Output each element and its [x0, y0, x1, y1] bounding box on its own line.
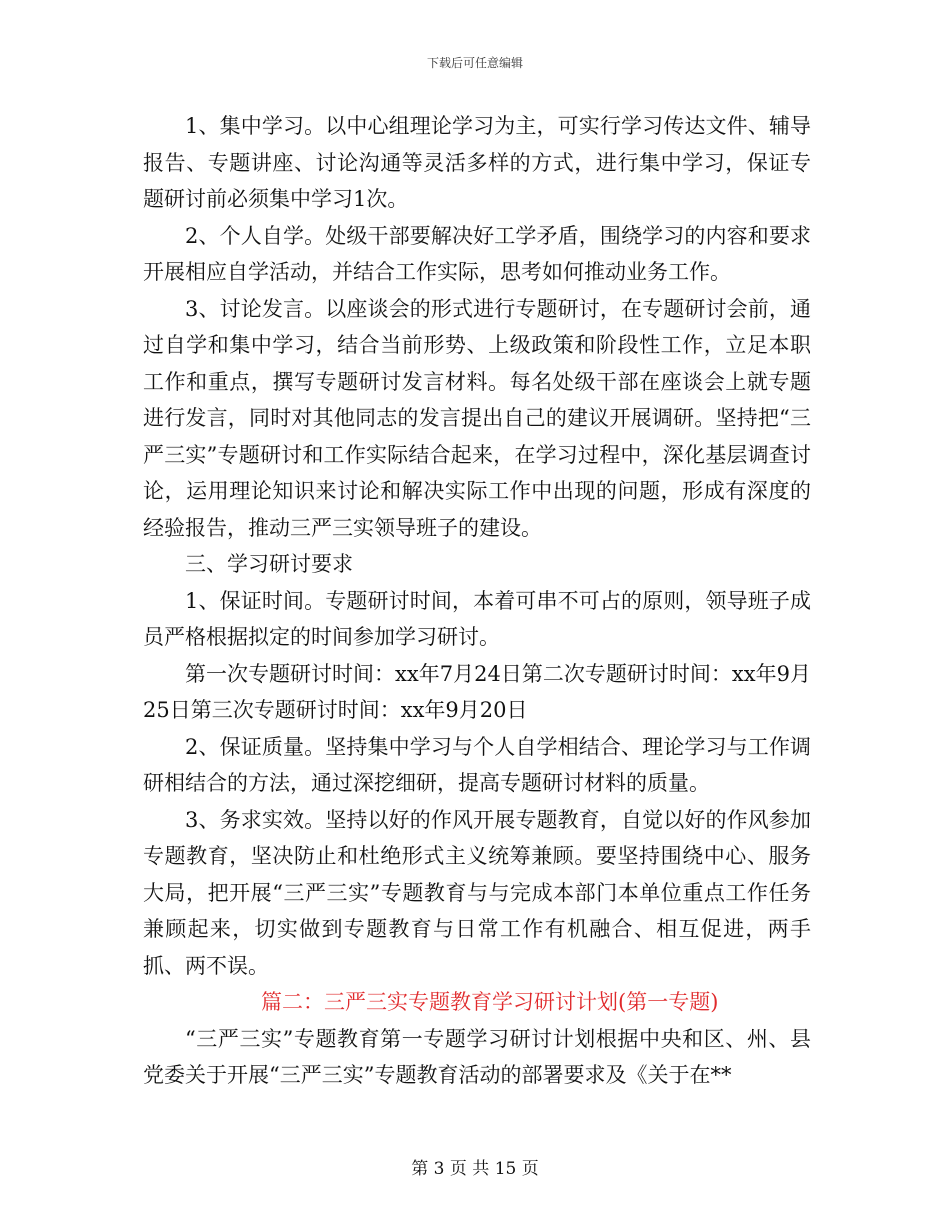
paragraph-ensure-time: 1、保证时间。专题研讨时间，本着可串不可占的原则，领导班子成员严格根据拟定的时间参加学习研讨。 — [143, 588, 811, 649]
heading-requirements: 三、学习研讨要求 — [185, 552, 353, 576]
paragraph-discussion: 3、讨论发言。以座谈会的形式进行专题研讨，在专题研讨会前，通过自学和集中学习，结合当前形势、上级政策和阶段性工作，立足本职工作和重点，撰写专题研讨发言材料。每名处级干部在座谈会上就专题进行发言，同时对其他同志的发言提出自己的建议开展调研。坚持把“三严三实”专题研讨和工作实际结合起来，在学习过程中，深化基层调查讨论，运用理论知识来讨论和解决实际工作中出现的问题，形成有深度的经验报告，推动三严三实领导班子的建设。 — [143, 296, 811, 540]
paragraph-ensure-quality: 2、保证质量。坚持集中学习与个人自学相结合、理论学习与工作调研相结合的方法，通过深挖细研，提高专题研讨材料的质量。 — [143, 734, 811, 795]
paragraph-schedule: 第一次专题研讨时间：xx年7月24日第二次专题研讨时间：xx年9月25日第三次专题研讨时间：xx年9月20日 — [143, 661, 811, 722]
paragraph-self-study: 2、个人自学。处级干部要解决好工学矛盾，围绕学习的内容和要求开展相应自学活动，并结合工作实际，思考如何推动业务工作。 — [143, 223, 811, 284]
section-title: 篇二：三严三实专题教育学习研讨计划(第一专题) — [261, 990, 719, 1014]
paragraph-seek-results: 3、务求实效。坚持以好的作风开展专题教育，自觉以好的作风参加专题教育，坚决防止和杜绝形式主义统筹兼顾。要坚持围绕中心、服务大局，把开展“三严三实”专题教育与与完成本部门本单位重点工作任务兼顾起来，切实做到专题教育与日常工作有机融合、相互促进，两手抓、两不误。 — [143, 807, 811, 978]
document-body — [143, 108, 811, 1094]
page-header: 下载后可任意编辑 — [426, 56, 523, 70]
page-footer: 第 3 页 共 15 页 — [411, 1159, 539, 1179]
paragraph-centralized-study: 1、集中学习。以中心组理论学习为主，可实行学习传达文件、辅导报告、专题讲座、讨论沟通等灵活多样的方式，进行集中学习，保证专题研讨前必须集中学习1次。 — [143, 114, 811, 211]
paragraph-closing: “三严三实”专题教育第一专题学习研讨计划根据中央和区、州、县党委关于开展“三严三实”专题教育活动的部署要求及《关于在** — [143, 1026, 811, 1087]
